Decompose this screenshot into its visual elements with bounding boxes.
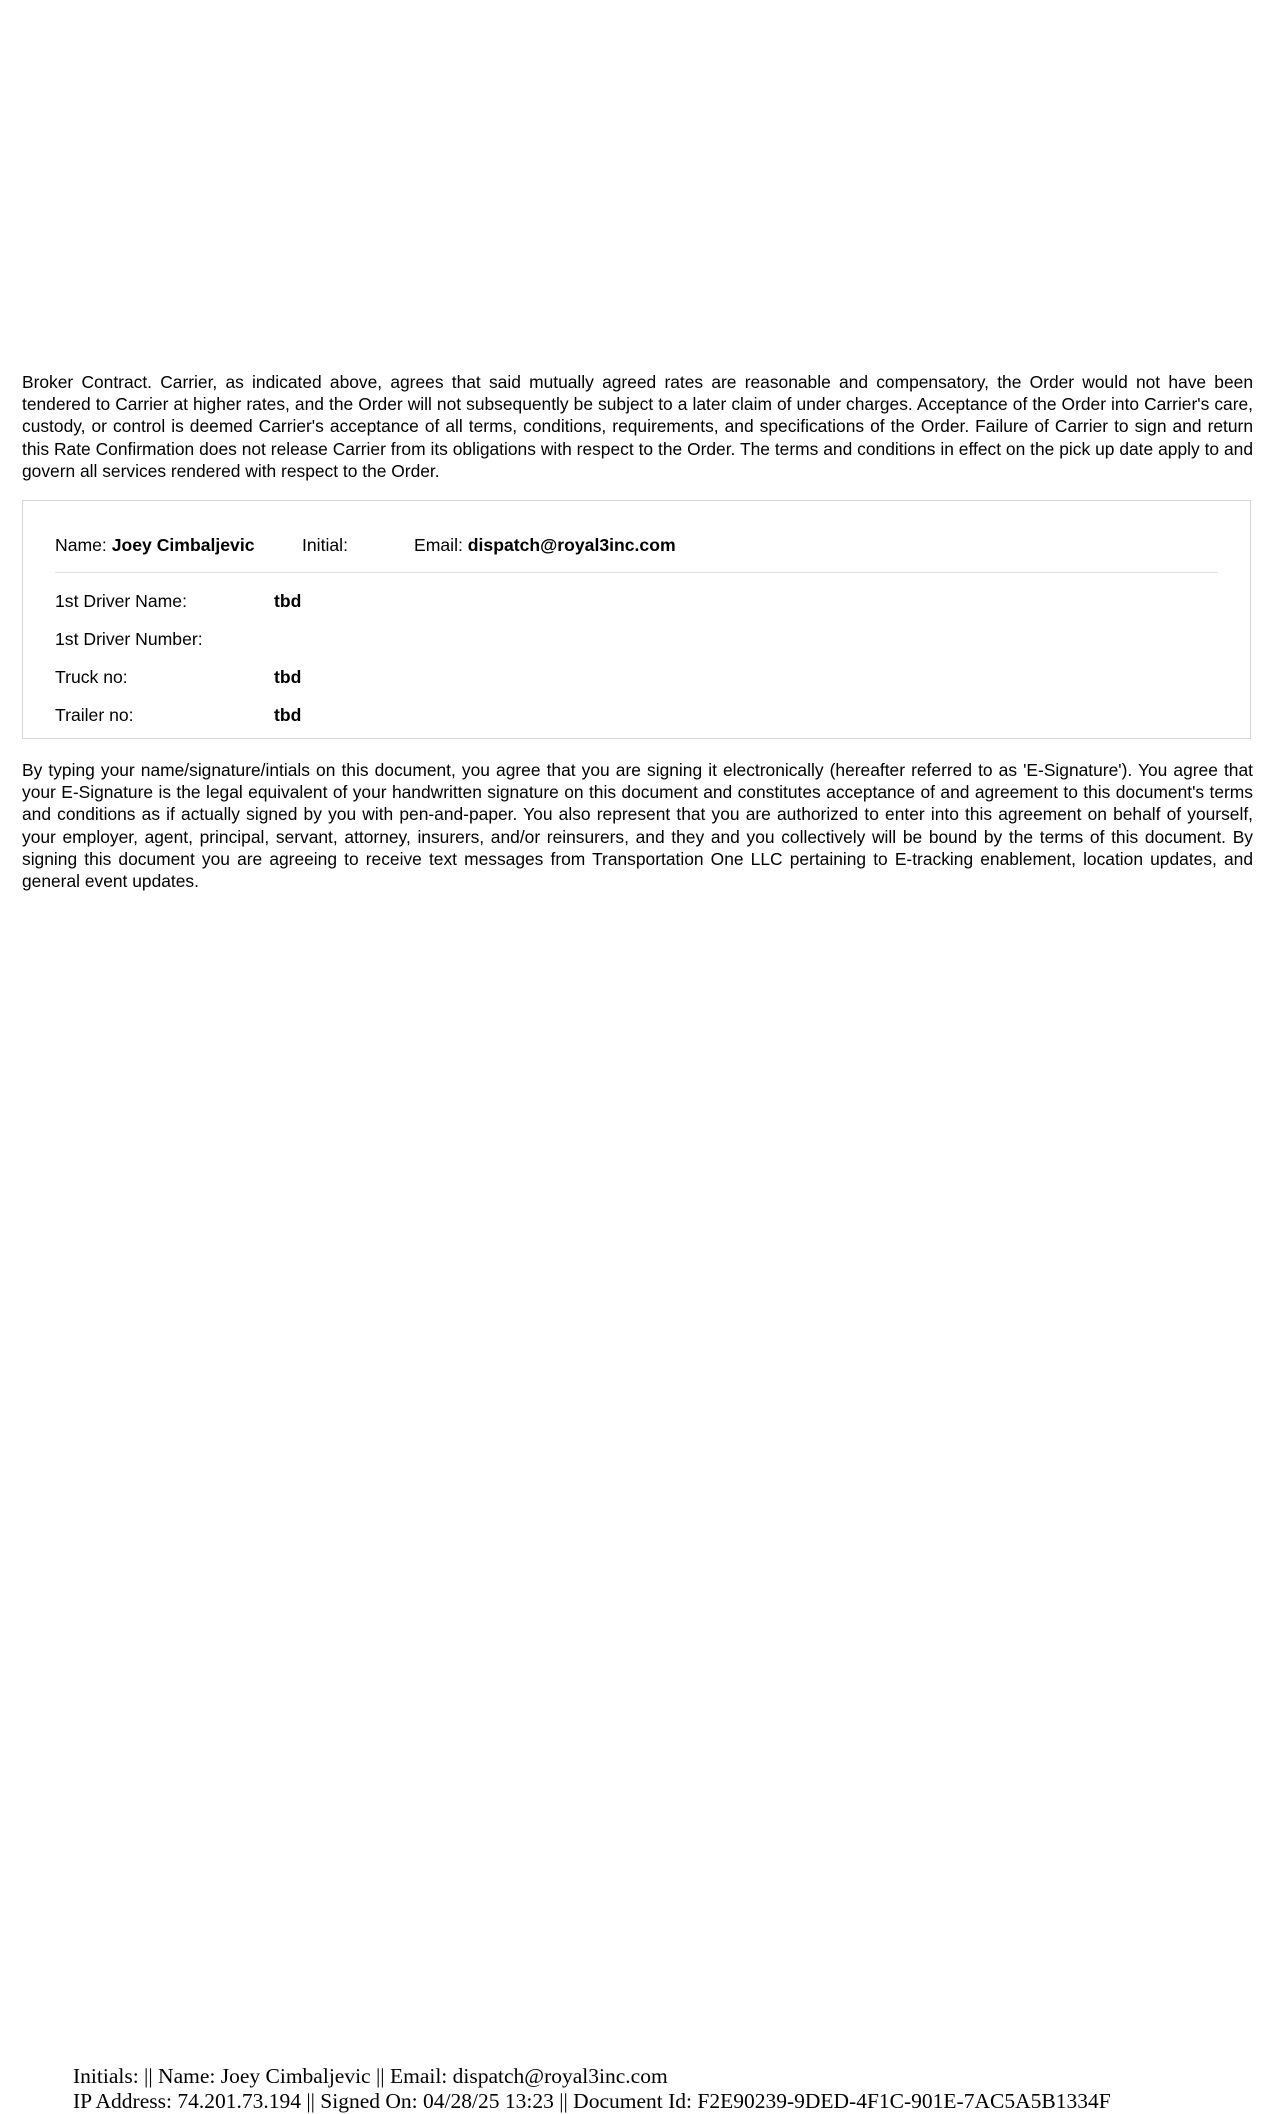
driver-number-label: 1st Driver Number: [55, 629, 203, 649]
signer-initial [302, 533, 348, 557]
broker-contract-paragraph: Broker Contract. Carrier, as indicated above, agrees that said mutually agreed rates are reasonable and compensatory, the Order would not have been tendered to Carrier at higher rates, and the Order will not subsequently be subject to a later claim of under charges. Acceptance of the Order into Carrier's care, custody, or control is deemed Carrier's acceptance of all terms, conditions, requirements, and specifications of the Order. Failure of Carrier to sign and return this Rate Confirmation does not release Carrier from its obligations with respect to the Order. The terms and conditions in effect on the pick up date apply to and govern all services rendered with respect to the Order. [22, 372, 1253, 481]
truck-no-label: Truck no: [55, 667, 128, 687]
footer-audit-line: IP Address: 74.201.73.194 || Signed On: 04/28/25 13:23 || Document Id: F2E90239-9DED-4F1C-901E-7AC5A5B1334F [73, 2089, 1111, 2113]
signer-name [55, 533, 255, 557]
signer-email [414, 533, 676, 557]
footer-signer-line: Initials: || Name: Joey Cimbaljevic || Email: dispatch@royal3inc.com [73, 2064, 668, 2088]
esignature-paragraph: By typing your name/signature/intials on this document, you agree that you are signing it electronically (hereafter referred to as 'E-Signature'). You agree that your E-Signature is the legal equivalent of your handwritten signature on this document and constitutes acceptance of and agreement to this document's terms and conditions as if actually signed by you with pen-and-paper. You also represent that you are authorized to enter into this agreement on behalf of yourself, your employer, agent, principal, servant, attorney, insurers, and/or reinsurers, and they and you collectively will be bound by the terms of this document. By signing this document you are agreeing to receive text messages from Transportation One LLC pertaining to E-tracking enablement, location updates, and general event updates. [22, 760, 1253, 892]
driver-name-value: tbd [274, 591, 302, 611]
signature-divider [55, 572, 1218, 573]
signer-email-label: Email: [414, 535, 463, 555]
trailer-no-value: tbd [274, 705, 302, 725]
signer-name-label: Name: [55, 535, 107, 555]
signer-initial-label: Initial: [302, 535, 348, 555]
signer-email-value: dispatch@royal3inc.com [467, 535, 676, 555]
truck-no-value: tbd [274, 667, 302, 687]
signer-name-value: Joey Cimbaljevic [111, 535, 255, 555]
signature-box [22, 500, 1251, 739]
driver-name-label: 1st Driver Name: [55, 591, 187, 611]
trailer-no-label: Trailer no: [55, 705, 134, 725]
